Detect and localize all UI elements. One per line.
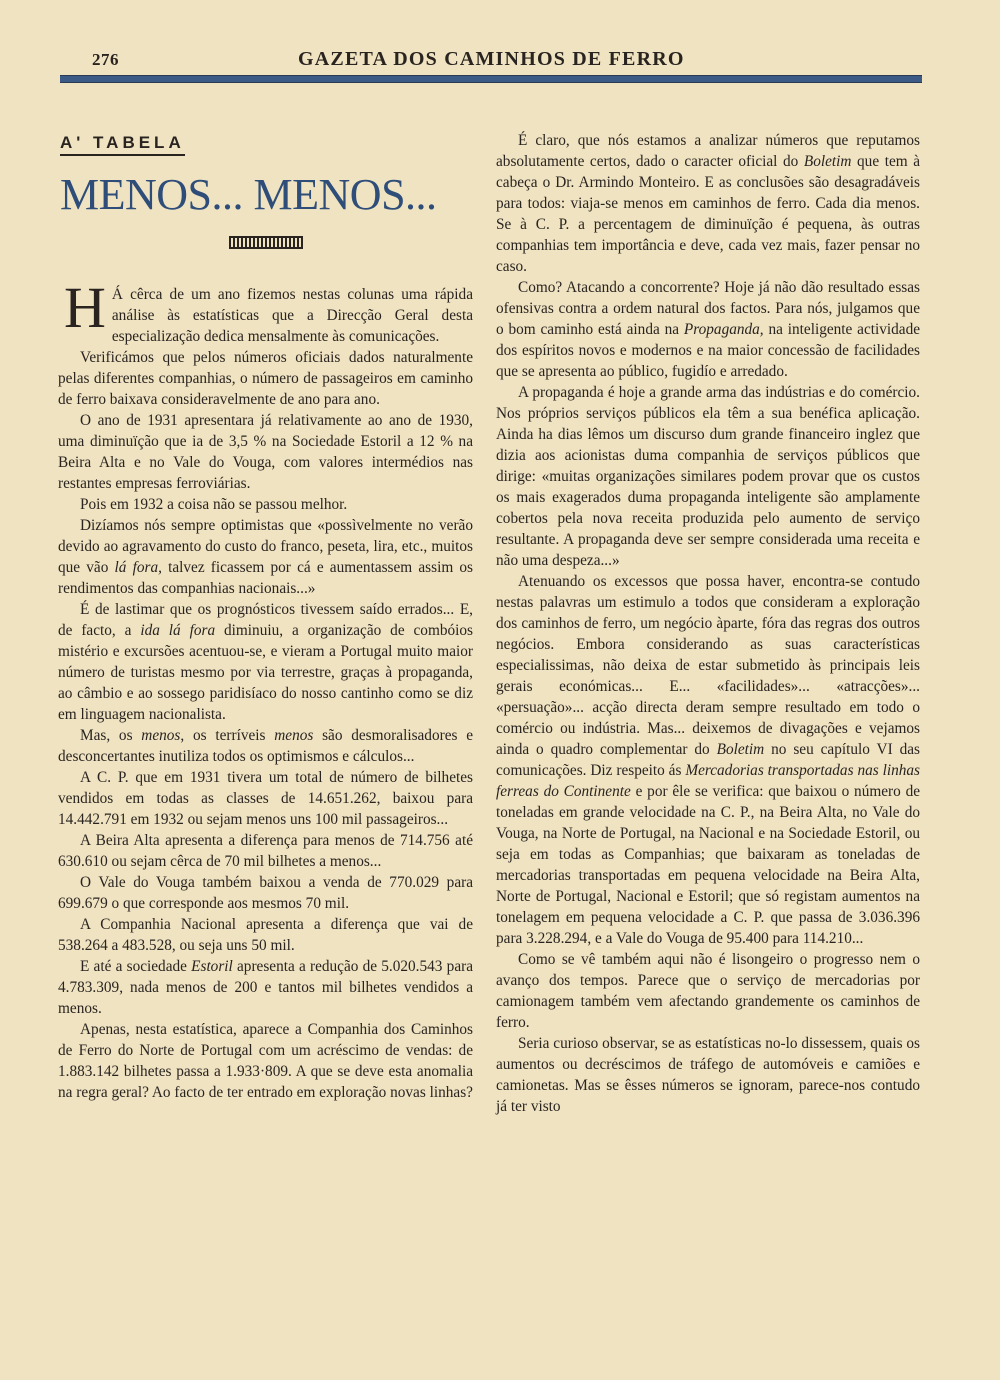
paragraph	[58, 725, 473, 767]
paragraph-text: É claro, que nós estamos a analizar números que reputamos absolutamente certos, dado o caracter oficial do	[496, 132, 920, 170]
paragraph-text: Á cêrca de um ano fizemos nestas colunas uma rápida análise às estatísticas que a Direcção Geral desta especialização dedica mensalmente às comunicações.	[111, 286, 473, 345]
paragraph	[496, 277, 920, 382]
right-column	[496, 130, 920, 1117]
paragraph-text: É de lastimar que os prognósticos tivessem saído errados... E, de facto, a	[58, 601, 473, 639]
emphasis-text: Estoril	[191, 958, 233, 975]
section-label: A' TABELA	[60, 132, 185, 156]
emphasis-text: Mercadorias transportadas nas linhas ferreas do Continente	[496, 762, 920, 800]
paragraph-text: são desmoralisadores e desconcertantes inutiliza todos os optimismos e cálculos...	[58, 727, 473, 765]
ornament-divider	[229, 236, 303, 249]
emphasis-text: menos	[274, 727, 314, 744]
paragraph: Seria curioso observar, se as estatísticas no-lo dissessem, quais os aumentos ou decréscimos de tráfego de automóveis e camiões e camionetas. Mas se êsses números se ignoram, parece-nos contudo já ter visto	[496, 1035, 920, 1115]
paragraph-text: diminuiu, a organização de combóios mistério e excursões acentuou-se, e vieram a Portugal muito maior número de turistas mesmo por via terrestre, graças à propaganda, ao câmbio e ao sossego paridisíaco do nosso cantinho como se diz em linguagem nacionalista.	[58, 622, 473, 723]
emphasis-text: menos	[141, 727, 181, 744]
drop-cap: H	[64, 275, 106, 340]
paragraph-text: E até a sociedade	[80, 958, 192, 975]
paragraph	[58, 599, 473, 725]
paragraph	[58, 515, 473, 599]
emphasis-text: ida lá fora	[140, 622, 216, 639]
paragraph-text: Mas, os	[80, 727, 142, 744]
paragraph: Apenas, nesta estatística, aparece a Companhia dos Caminhos de Ferro do Norte de Portugal com um acréscimo de vendas: de 1.883.142 bilhetes passa a 1.933·809. A que se deve esta anomalia na regra geral? Ao facto de ter entrado em exploração novas linhas?	[58, 1021, 473, 1101]
paragraph-text: apresenta a redução de 5.020.543 para 4.783.309, nada menos de 200 e tantos mil bilhetes vendidos a menos.	[58, 958, 473, 1017]
paragraph	[58, 956, 473, 1019]
left-column	[58, 132, 473, 1103]
paragraph-text: Atenuando os excessos que possa haver, encontra-se contudo nestas palavras um estimulo a todos que consideram a exploração dos caminhos de ferro, um negócio àparte, fóra das regras dos outros negócios. Embora considerando as suas características especialissimas, não deixa de estar submetido às principais leis gerais económicas... E... «facilidades»... «atracções»... «persuação»... acção directa deram sempre resultado em todo o comércio ou indústria. Mas... deixemos de divagações e vejamos ainda o quadro complementar do	[496, 573, 920, 758]
paragraph: O ano de 1931 apresentara já relativamente ao ano de 1930, uma diminuïção que ia de 3,5 % na Sociedade Estoril a 12 % na Beira Alta e no Vale do Vouga, com valores intermédios nas restantes empresas ferroviárias.	[58, 412, 473, 492]
emphasis-text: lá fora,	[114, 559, 162, 576]
paragraph: Verificámos que pelos números oficiais dados naturalmente pelas diferentes companhias, o número de passageiros em caminho de ferro baixava consideravelmente de ano para ano.	[58, 349, 473, 408]
paragraph: O Vale do Vouga também baixou a venda de 770.029 para 699.679 o que corresponde aos mesmos 70 mil.	[58, 874, 473, 912]
paragraph-text: Dizíamos nós sempre optimistas que «possìvelmente no verão devido ao agravamento do custo do franco, peseta, lira, etc., muitos que vão	[58, 517, 473, 576]
paragraph-text: no seu capítulo VI das comunicações. Diz respeito ás	[496, 741, 920, 779]
paragraph: A Beira Alta apresenta a diferença para menos de 714.756 até 630.610 ou sejam cêrca de 70 mil bilhetes a menos...	[58, 832, 473, 870]
emphasis-text: Propaganda,	[683, 321, 764, 338]
emphasis-text: Boletim	[803, 153, 852, 170]
paragraph-text: , os terríveis	[180, 727, 275, 744]
headline: MENOS... MENOS...	[60, 170, 437, 219]
header-rule	[60, 75, 922, 83]
paragraph	[496, 130, 920, 277]
paragraph: A Companhia Nacional apresenta a diferença que vai de 538.264 a 483.528, ou seja uns 50 mil.	[58, 916, 473, 954]
running-title: GAZETA DOS CAMINHOS DE FERRO	[298, 48, 685, 70]
paragraph: A C. P. que em 1931 tivera um total de número de bilhetes vendidos em todas as classes de 14.651.262, baixou para 14.442.791 em 1932 ou sejam menos uns 100 mil passageiros...	[58, 769, 473, 828]
paragraph-text: Como? Atacando a concorrente? Hoje já não dão resultado essas ofensivas contra a ordem natural dos factos. Para nós, julgamos que o bom caminho está ainda na	[496, 279, 920, 338]
paragraph-text: e por êle se verifica: que baixou o número de toneladas em grande velocidade na C. P., na Beira Alta, no Vale do Vouga, na Norte de Portugal, na Nacional e na Sociedade Estoril, ou seja em todas as Companhias; que baixaram as toneladas de mercadorias transportadas em pequena velocidade na Beira Alta, Norte de Portugal, Nacional e Estoril; que só registam aumentos na tonelagem em pequena velocidade a C. P. que passa de 3.036.396 para 3.228.294, e a Vale do Vouga de 95.400 para 114.210...	[496, 783, 921, 947]
paragraph	[58, 275, 473, 347]
paragraph-text: talvez ficassem por cá e aumentassem assim os rendimentos das companhias nacionais...»	[58, 559, 473, 597]
paragraph: A propaganda é hoje a grande arma das indústrias e do comércio. Nos próprios serviços públicos ela têm a sua benéfica aplicação. Ainda ha dias lêmos um discurso dum grande financeiro inglez que dizia aos acionistas duma companhia de serviços públicos que dirige: «muitas organizações similares podem provar que os custos os mais exagerados duma propaganda inteligente são amplamente cobertos pela nova receita produzida pelo aumento de serviço resultante. A propaganda deve ser sempre considerada uma receita e não uma despeza...»	[496, 384, 920, 569]
paragraph-text: que tem à cabeça o Dr. Armindo Monteiro. E as conclusões são desagradáveis para todos: viaja-se menos em caminhos de ferro. Cada dia menos. Se à C. P. a percentagem de diminuïção é pequena, às outras companhias tem importância e deve, cada vez mais, fazer pensar no caso.	[496, 153, 920, 275]
page-number: 276	[92, 50, 119, 69]
paragraph: Pois em 1932 a coisa não se passou melhor.	[80, 496, 348, 513]
paragraph	[496, 571, 920, 949]
paragraph-text: na inteligente actividade dos espíritos novos e modernos e na maior concessão de facilidades que se apresenta ao público, fugidío e arredado.	[496, 321, 921, 380]
emphasis-text: Boletim	[716, 741, 765, 758]
paragraph: Como se vê também aqui não é lisongeiro o progresso nem o avanço dos tempos. Parece que o serviço de mercadorias por camionagem também vem afectando grandemente os caminhos de ferro.	[496, 951, 920, 1031]
